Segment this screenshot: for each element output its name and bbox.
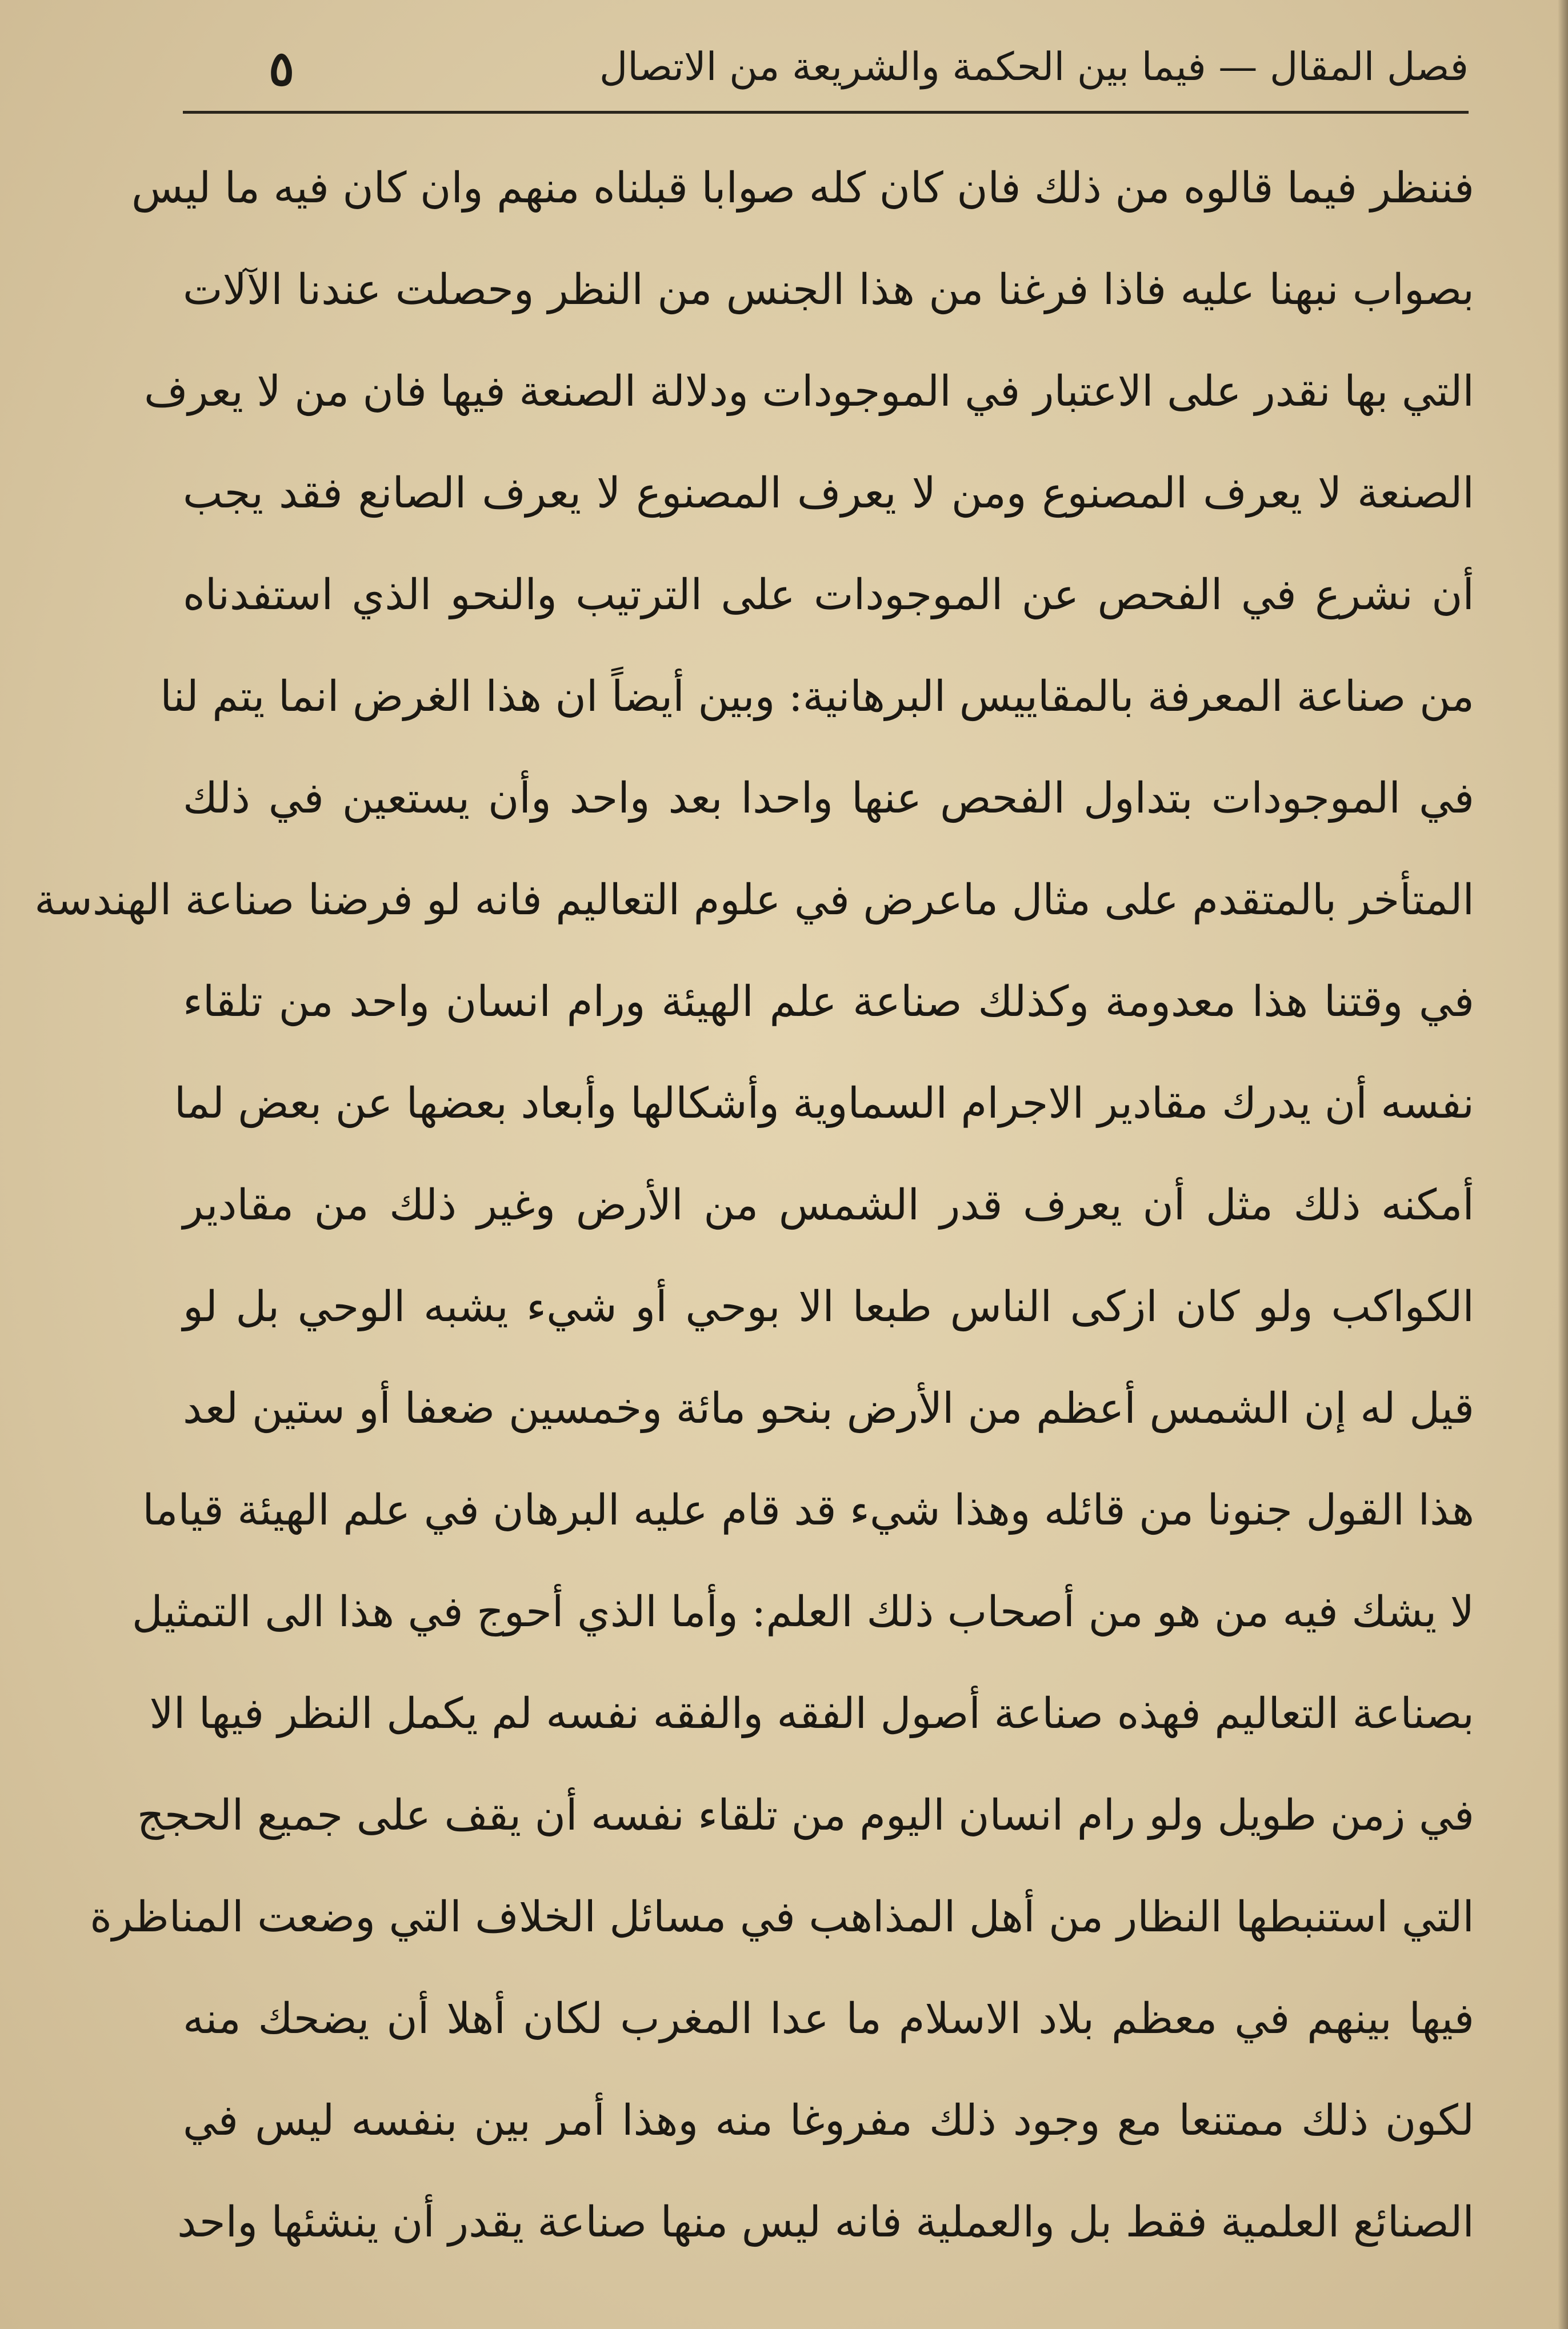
text-line: التي بها نقدر على الاعتبار في الموجودات ودلالة الصنعة فيها فان من لا يعرف: [143, 367, 1474, 416]
text-line: الكواكب ولو كان ازكى الناس طبعا الا بوحي أو شيء يشبه الوحي بل لو: [183, 1282, 1474, 1331]
text-line: بصناعة التعاليم فهذه صناعة أصول الفقه والفقه نفسه لم يكمل النظر فيها الا: [149, 1689, 1474, 1738]
text-line: قيل له إن الشمس أعظم من الأرض بنحو مائة وخمسين ضعفا أو ستين لعد: [183, 1384, 1474, 1433]
text-line: أن نشرع في الفحص عن الموجودات على الترتيب والنحو الذي استفدناه: [183, 570, 1474, 619]
text-line: أمكنه ذلك مثل أن يعرف قدر الشمس من الأرض وغير ذلك من مقادير: [183, 1180, 1474, 1230]
header-rule: [183, 111, 1469, 114]
page-number: ٥: [269, 40, 295, 97]
text-line: بصواب نبهنا عليه فاذا فرغنا من هذا الجنس من النظر وحصلت عندنا الآلات: [183, 265, 1474, 314]
text-line: التي استنبطها النظار من أهل المذاهب في مسائل الخلاف التي وضعت المناظرة: [90, 1892, 1474, 1942]
text-line: في زمن طويل ولو رام انسان اليوم من تلقاء نفسه أن يقف على جميع الحجج: [137, 1791, 1474, 1840]
text-line: نفسه أن يدرك مقادير الاجرام السماوية وأشكالها وأبعاد بعضها عن بعض لما: [174, 1079, 1474, 1128]
text-line: هذا القول جنونا من قائله وهذا شيء قد قام عليه البرهان في علم الهيئة قياما: [142, 1486, 1474, 1535]
text-line: لا يشك فيه من هو من أصحاب ذلك العلم: وأما الذي أحوج في هذا الى التمثيل: [131, 1587, 1474, 1636]
text-line: في وقتنا هذا معدومة وكذلك صناعة علم الهيئة ورام انسان واحد من تلقاء: [183, 977, 1474, 1026]
text-line: لكون ذلك ممتنعا مع وجود ذلك مفروغا منه وهذا أمر بين بنفسه ليس في: [183, 2096, 1474, 2145]
text-line: فيها بينهم في معظم بلاد الاسلام ما عدا المغرب لكان أهلا أن يضحك منه: [183, 1994, 1474, 2043]
body-text: [34, 137, 1474, 2273]
running-header: [183, 40, 1469, 114]
text-line: في الموجودات بتداول الفحص عنها واحدا بعد واحد وأن يستعين في ذلك: [183, 774, 1474, 823]
running-title: فصل المقال — فيما بين الحكمة والشريعة من الاتصال: [599, 45, 1469, 90]
text-line: الصنائع العلمية فقط بل والعملية فانه ليس منها صناعة يقدر أن ينشئها واحد: [177, 2198, 1474, 2247]
text-line: الصنعة لا يعرف المصنوع ومن لا يعرف المصنوع لا يعرف الصانع فقد يجب: [183, 469, 1474, 518]
text-line: من صناعة المعرفة بالمقاييس البرهانية: وبين أيضاً ان هذا الغرض انما يتم لنا: [160, 672, 1474, 721]
text-line: المتأخر بالمتقدم على مثال ماعرض في علوم التعاليم فانه لو فرضنا صناعة الهندسة: [34, 875, 1474, 925]
text-line: فننظر فيما قالوه من ذلك فان كان كله صوابا قبلناه منهم وان كان فيه ما ليس: [131, 163, 1474, 213]
